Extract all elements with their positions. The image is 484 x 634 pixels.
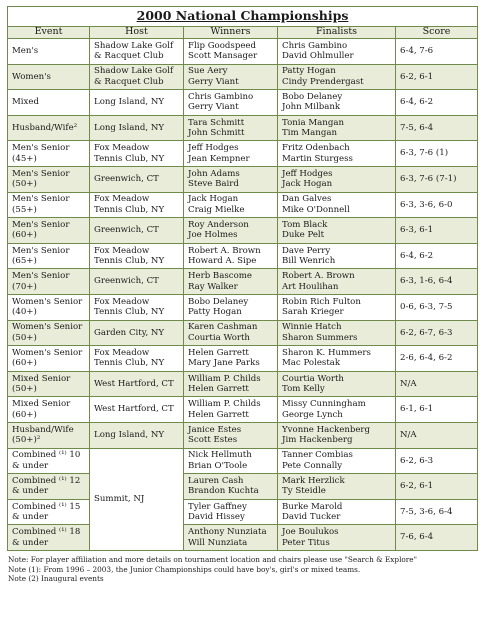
event-cell (8, 525, 90, 551)
winners-cell-line: Howard A. Sipe (188, 256, 257, 267)
score-cell: 6-2, 6-3 (396, 448, 478, 474)
table-row (8, 269, 478, 295)
host-cell (90, 294, 184, 320)
winners-cell-line: Gerry Viant (188, 76, 239, 87)
finalists-cell-line: Duke Pelt (282, 230, 325, 241)
winners-cell (184, 448, 278, 474)
winners-cell-line: Steve Baird (188, 179, 239, 190)
winners-cell-line: Gerry Viant (188, 102, 239, 113)
finalists-cell-line: Tanner Combias (282, 450, 353, 461)
finalists-cell-line: Bill Wenrich (282, 256, 336, 267)
event-cell-line: (60+) (12, 230, 37, 241)
event-cell-line: & under (12, 537, 49, 548)
event-cell-line: Men's Senior (12, 220, 70, 231)
finalists-cell (278, 39, 396, 65)
finalists-cell-line: Bobo Delaney (282, 92, 343, 103)
score-cell: 6-1, 6-1 (396, 397, 478, 423)
finalists-cell (278, 320, 396, 346)
finalists-cell (278, 371, 396, 397)
table-row (8, 474, 478, 500)
finalists-cell-line: Tom Kelly (282, 384, 325, 395)
winners-cell-line: Joe Holmes (188, 230, 238, 241)
score-cell: 7-5, 6-4 (396, 115, 478, 141)
finalists-cell-line: Jim Hackenberg (282, 435, 353, 446)
winners-cell-line: Nick Hellmuth (188, 450, 252, 461)
winners-cell-line: Ray Walker (188, 281, 238, 292)
host-cell-line: Tennis Club, NY (94, 358, 165, 369)
winners-cell (184, 499, 278, 525)
host-cell-line: Fox Meadow (94, 348, 150, 359)
table-row (8, 499, 478, 525)
event-cell (8, 243, 90, 269)
table-row (8, 525, 478, 551)
winners-cell-line: Lauren Cash (188, 475, 244, 486)
event-cell-line: (50+) (12, 179, 37, 190)
finalists-cell-line: Jeff Hodges (282, 168, 333, 179)
event-cell (8, 397, 90, 423)
finalists-cell-line: Sharon K. Hummers (282, 348, 371, 359)
winners-cell-line: Herb Bascome (188, 271, 252, 282)
winners-cell (184, 525, 278, 551)
host-cell-line: Tennis Club, NY (94, 204, 165, 215)
winners-cell-line: Craig Mielke (188, 204, 245, 215)
winners-cell-line: Robert A. Brown (188, 245, 261, 256)
host-cell-line: Greenwich, CT (94, 276, 159, 287)
winners-cell (184, 90, 278, 116)
event-cell-line: Mixed Senior (12, 399, 71, 410)
finalists-cell (278, 115, 396, 141)
winners-cell-line: Courtia Worth (188, 332, 250, 343)
finalists-cell-line: Cindy Prendergast (282, 76, 364, 87)
table-row (8, 192, 478, 218)
table-row (8, 448, 478, 474)
event-cell-line: Combined ⁽¹⁾ 10 (12, 450, 81, 461)
host-cell (90, 422, 184, 448)
score-cell: 6-3, 6-1 (396, 218, 478, 244)
finalists-cell-line: Tonia Mangan (282, 117, 344, 128)
winners-cell-line: David Hissey (188, 511, 245, 522)
note-line: Note (1): From 1996 – 2003, the Junior Championships could have boy's, girl's or mixed teams. (8, 564, 361, 574)
winners-cell (184, 320, 278, 346)
event-cell (8, 90, 90, 116)
finalists-cell-line: Sarah Krieger (282, 307, 344, 318)
winners-cell-line: Flip Goodspeed (188, 40, 256, 51)
winners-cell (184, 166, 278, 192)
table-row (8, 166, 478, 192)
host-cell-line: Shadow Lake Golf (94, 40, 174, 51)
finalists-cell-line: Courtia Worth (282, 373, 344, 384)
event-cell-line: & under (12, 486, 49, 497)
score-cell: 6-3, 3-6, 6-0 (396, 192, 478, 218)
finalists-cell-line: Robert A. Brown (282, 271, 355, 282)
finalists-cell-line: Burke Marold (282, 501, 343, 512)
finalists-cell-line: Tom Black (282, 220, 328, 231)
winners-cell (184, 371, 278, 397)
winners-cell-line: Jeff Hodges (188, 143, 239, 154)
winners-cell (184, 397, 278, 423)
document-page (7, 0, 477, 584)
event-cell (8, 448, 90, 474)
event-cell-line: (60+) (12, 358, 37, 369)
event-cell (8, 64, 90, 90)
finalists-cell-line: Yvonne Hackenberg (282, 424, 371, 435)
winners-cell-line: Janice Estes (188, 424, 242, 435)
event-cell-line: Combined ⁽¹⁾ 18 (12, 527, 81, 538)
note-line: Note (2) Inaugural events (8, 574, 104, 584)
event-cell-line: Men's Senior (12, 168, 70, 179)
page-title: 2000 National Championships (136, 8, 349, 24)
finalists-cell (278, 346, 396, 372)
finalists-cell (278, 294, 396, 320)
event-cell (8, 346, 90, 372)
host-cell-line: Tennis Club, NY (94, 256, 165, 267)
column-header-score: Score (396, 27, 478, 39)
score-cell: N/A (396, 371, 478, 397)
score-cell: 6-4, 6-2 (396, 90, 478, 116)
event-cell-line: Men's Senior (12, 194, 70, 205)
event-cell-line: Men's Senior (12, 271, 70, 282)
table-row (8, 346, 478, 372)
notes-section (7, 555, 477, 584)
host-cell (90, 39, 184, 65)
finalists-cell (278, 269, 396, 295)
host-cell-line: Fox Meadow (94, 296, 150, 307)
host-cell (90, 218, 184, 244)
event-cell (8, 294, 90, 320)
table-title-cell (8, 7, 478, 27)
score-cell: 7-6, 6-4 (396, 525, 478, 551)
winners-cell-line: Chris Gambino (188, 92, 254, 103)
winners-cell-line: Jack Hogan (188, 194, 239, 205)
event-cell (8, 141, 90, 167)
host-cell-line: Tennis Club, NY (94, 153, 165, 164)
finalists-cell-line: Jack Hogan (282, 179, 333, 190)
winners-cell-line: William P. Childs (188, 399, 261, 410)
event-cell-line: Men's Senior (12, 245, 70, 256)
winners-cell-line: Helen Garrett (188, 409, 249, 420)
event-cell-line: (50+) (12, 384, 37, 395)
winners-cell (184, 115, 278, 141)
winners-cell-line: John Schmitt (188, 128, 245, 139)
finalists-cell-line: Winnie Hatch (282, 322, 342, 333)
winners-cell-line: Karen Cashman (188, 322, 258, 333)
finalists-cell-line: Patty Hogan (282, 66, 336, 77)
winners-cell-line: Brian O'Toole (188, 460, 248, 471)
host-cell-line: Fox Meadow (94, 143, 150, 154)
score-cell: 6-3, 7-6 (1) (396, 141, 478, 167)
event-cell-line: Mixed Senior (12, 373, 71, 384)
finalists-cell-line: Dan Galves (282, 194, 332, 205)
host-cell-line: Fox Meadow (94, 245, 150, 256)
finalists-cell-line: Dave Perry (282, 245, 331, 256)
event-cell-line: Women's Senior (12, 348, 83, 359)
finalists-cell (278, 448, 396, 474)
host-cell (90, 397, 184, 423)
table-row (8, 64, 478, 90)
event-cell-line: Women's Senior (12, 322, 83, 333)
score-cell: 6-4, 7-6 (396, 39, 478, 65)
event-cell (8, 474, 90, 500)
table-row (8, 320, 478, 346)
winners-cell-line: Helen Garrett (188, 348, 249, 359)
host-cell (90, 371, 184, 397)
winners-cell (184, 294, 278, 320)
finalists-cell (278, 141, 396, 167)
event-cell-line: Combined ⁽¹⁾ 12 (12, 475, 81, 486)
table-row (8, 115, 478, 141)
finalists-cell-line: Mark Herzlick (282, 475, 345, 486)
event-cell-line: (60+) (12, 409, 37, 420)
score-cell: 6-3, 7-6 (7-1) (396, 166, 478, 192)
finalists-cell (278, 499, 396, 525)
finalists-cell-line: Art Houlihan (282, 281, 339, 292)
host-cell (90, 320, 184, 346)
event-cell (8, 371, 90, 397)
winners-cell (184, 422, 278, 448)
winners-cell-line: Roy Anderson (188, 220, 249, 231)
winners-cell-line: Brandon Kuchta (188, 486, 259, 497)
event-cell (8, 192, 90, 218)
event-cell (8, 39, 90, 65)
finalists-cell-line: Pete Connally (282, 460, 343, 471)
host-cell (90, 166, 184, 192)
event-cell-line: (55+) (12, 204, 37, 215)
host-cell-line: Greenwich, CT (94, 174, 159, 185)
host-cell-line: Greenwich, CT (94, 225, 159, 236)
event-cell-line: (40+) (12, 307, 37, 318)
host-cell-line: & Racquet Club (94, 76, 164, 87)
finalists-cell-line: George Lynch (282, 409, 343, 420)
championships-table (7, 6, 478, 551)
winners-cell (184, 141, 278, 167)
host-cell-line: Garden City, NY (94, 327, 165, 338)
score-cell: 6-2, 6-1 (396, 474, 478, 500)
event-cell (8, 115, 90, 141)
winners-cell-line: William P. Childs (188, 373, 261, 384)
host-cell-line: & Racquet Club (94, 51, 164, 62)
event-cell-line: (50+) (12, 332, 37, 343)
finalists-cell (278, 64, 396, 90)
event-cell-line: (45+) (12, 153, 37, 164)
table-row (8, 218, 478, 244)
table-row (8, 294, 478, 320)
winners-cell-line: Jean Kempner (188, 153, 250, 164)
table-row (8, 371, 478, 397)
winners-cell (184, 192, 278, 218)
event-cell-line: (65+) (12, 256, 37, 267)
finalists-cell (278, 218, 396, 244)
host-cell-merged: Summit, NJ (90, 448, 184, 550)
event-cell-line: Mixed (12, 97, 39, 108)
host-cell (90, 346, 184, 372)
host-cell-line: West Hartford, CT (94, 404, 174, 415)
host-cell-line: Long Island, NY (94, 97, 165, 108)
finalists-cell-line: John Milbank (282, 102, 341, 113)
column-header-winners: Winners (184, 27, 278, 39)
host-cell (90, 64, 184, 90)
table-row (8, 422, 478, 448)
event-cell-line: Women's Senior (12, 296, 83, 307)
finalists-cell-line: Mike O'Donnell (282, 204, 350, 215)
event-cell-line: Husband/Wife (12, 424, 74, 435)
event-cell-line: Men's Senior (12, 143, 70, 154)
score-cell: 6-3, 1-6, 6-4 (396, 269, 478, 295)
column-header-finalists: Finalists (278, 27, 396, 39)
finalists-cell-line: David Tucker (282, 511, 341, 522)
host-cell-line: Tennis Club, NY (94, 307, 165, 318)
winners-cell (184, 39, 278, 65)
table-row (8, 90, 478, 116)
winners-cell-line: Bobo Delaney (188, 296, 249, 307)
finalists-cell (278, 474, 396, 500)
event-cell-line: Combined ⁽¹⁾ 15 (12, 501, 81, 512)
event-cell-line: Men's (12, 46, 39, 57)
host-cell (90, 115, 184, 141)
event-cell (8, 320, 90, 346)
column-header-row (8, 27, 478, 39)
winners-cell (184, 64, 278, 90)
finalists-cell-line: Tim Mangan (282, 128, 337, 139)
winners-cell (184, 474, 278, 500)
winners-cell-line: Patty Hogan (188, 307, 242, 318)
winners-cell-line: Scott Mansager (188, 51, 258, 62)
winners-cell (184, 346, 278, 372)
finalists-cell-line: Peter Titus (282, 537, 330, 548)
host-cell (90, 192, 184, 218)
host-cell-line: Shadow Lake Golf (94, 66, 174, 77)
score-cell: N/A (396, 422, 478, 448)
event-cell-line: & under (12, 460, 49, 471)
event-cell (8, 269, 90, 295)
host-cell-line: West Hartford, CT (94, 378, 174, 389)
finalists-cell (278, 525, 396, 551)
table-row (8, 243, 478, 269)
winners-cell (184, 243, 278, 269)
finalists-cell (278, 166, 396, 192)
note-line: Note: For player affiliation and more details on tournament location and chairs please use "Search & Explore" (8, 554, 417, 564)
finalists-cell (278, 90, 396, 116)
table-row (8, 397, 478, 423)
event-cell (8, 499, 90, 525)
finalists-cell (278, 422, 396, 448)
finalists-cell (278, 192, 396, 218)
table-row (8, 39, 478, 65)
winners-cell-line: John Adams (188, 168, 240, 179)
finalists-cell-line: Chris Gambino (282, 40, 348, 51)
score-cell: 2-6, 6-4, 6-2 (396, 346, 478, 372)
finalists-cell-line: Ty Steidle (282, 486, 326, 497)
host-cell-line: Long Island, NY (94, 122, 165, 133)
score-cell: 7-5, 3-6, 6-4 (396, 499, 478, 525)
event-cell (8, 166, 90, 192)
event-cell-line: & under (12, 511, 49, 522)
finalists-cell-line: Fritz Odenbach (282, 143, 350, 154)
host-cell (90, 141, 184, 167)
host-cell (90, 243, 184, 269)
host-cell (90, 269, 184, 295)
score-cell: 6-4, 6-2 (396, 243, 478, 269)
column-header-host: Host (90, 27, 184, 39)
score-cell: 6-2, 6-1 (396, 64, 478, 90)
finalists-cell (278, 243, 396, 269)
score-cell: 0-6, 6-3, 7-5 (396, 294, 478, 320)
host-cell-line: Fox Meadow (94, 194, 150, 205)
host-cell (90, 90, 184, 116)
winners-cell-line: Mary Jane Parks (188, 358, 260, 369)
event-cell-line: (50+)² (12, 435, 41, 446)
winners-cell-line: Sue Aery (188, 66, 228, 77)
table-row (8, 141, 478, 167)
host-cell-line: Long Island, NY (94, 430, 165, 440)
finalists-cell-line: David Ohlmuller (282, 51, 354, 62)
winners-cell-line: Tara Schmitt (188, 117, 245, 128)
winners-cell-line: Scott Estes (188, 435, 238, 446)
column-header-event: Event (8, 27, 90, 39)
winners-cell-line: Helen Garrett (188, 384, 249, 395)
score-cell: 6-2, 6-7, 6-3 (396, 320, 478, 346)
finalists-cell-line: Joe Boulukos (282, 527, 339, 538)
finalists-cell-line: Mac Polestak (282, 358, 341, 369)
event-cell-line: Husband/Wife² (12, 122, 78, 133)
finalists-cell (278, 397, 396, 423)
finalists-cell-line: Robin Rich Fulton (282, 296, 361, 307)
finalists-cell-line: Martin Sturgess (282, 153, 353, 164)
winners-cell-line: Anthony Nunziata (188, 527, 267, 538)
finalists-cell-line: Missy Cunningham (282, 399, 366, 410)
finalists-cell-line: Sharon Summers (282, 332, 358, 343)
event-cell-line: (70+) (12, 281, 37, 292)
event-cell-line: Women's (12, 71, 51, 82)
winners-cell (184, 218, 278, 244)
event-cell (8, 422, 90, 448)
winners-cell (184, 269, 278, 295)
winners-cell-line: Will Nunziata (188, 537, 248, 548)
event-cell (8, 218, 90, 244)
table-body (8, 39, 478, 551)
winners-cell-line: Tyler Gaffney (188, 501, 247, 512)
